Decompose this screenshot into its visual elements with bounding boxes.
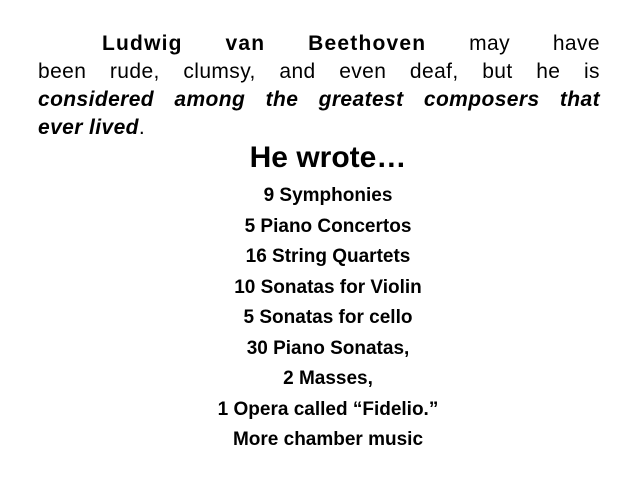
intro-word: is xyxy=(583,60,600,83)
works-list-item: 5 Sonatas for cello xyxy=(243,307,413,328)
works-list-item: 30 Piano Sonatas, xyxy=(246,337,410,359)
intro-line-2 xyxy=(38,58,600,86)
intro-word: may xyxy=(469,32,511,55)
intro-emphasis-word: the xyxy=(265,88,299,111)
works-list-item: More chamber music xyxy=(232,429,424,450)
intro-word: but xyxy=(482,60,513,83)
works-list xyxy=(0,181,638,456)
intro-line-4 xyxy=(38,114,600,142)
composer-surname: Beethoven xyxy=(308,32,427,55)
intro-word: he xyxy=(536,60,561,83)
works-list-item: 9 Symphonies xyxy=(263,185,393,206)
intro-line-3 xyxy=(38,86,600,114)
intro-period: . xyxy=(138,116,146,139)
intro-word: rude, xyxy=(109,60,160,83)
intro-emphasis-word: composers xyxy=(423,88,540,111)
intro-emphasis-word: considered xyxy=(38,88,155,111)
intro-emphasis-word: greatest xyxy=(318,88,404,111)
intro-emphasis-word: among xyxy=(174,88,246,111)
intro-emphasis-word: that xyxy=(559,88,600,111)
works-list-item: 16 String Quartets xyxy=(245,246,411,267)
intro-paragraph xyxy=(38,30,600,142)
intro-word: deaf, xyxy=(409,60,459,83)
section-heading: He wrote… xyxy=(249,141,407,174)
works-list-item: 10 Sonatas for Violin xyxy=(234,276,422,298)
intro-word: clumsy, xyxy=(183,60,256,83)
intro-word: and xyxy=(279,60,316,83)
works-list-item: 2 Masses, xyxy=(283,368,373,389)
composer-particle: van xyxy=(225,32,266,55)
composer-first-name: Ludwig xyxy=(102,32,183,55)
intro-word: even xyxy=(339,60,387,83)
intro-line-1 xyxy=(38,30,600,58)
works-list-item: 1 Opera called “Fidelio.” xyxy=(217,398,439,420)
intro-emphasis-end: ever lived xyxy=(38,116,139,139)
works-list-item: 5 Piano Concertos xyxy=(244,215,412,237)
intro-word: have xyxy=(552,32,600,55)
intro-word: been xyxy=(38,60,87,83)
